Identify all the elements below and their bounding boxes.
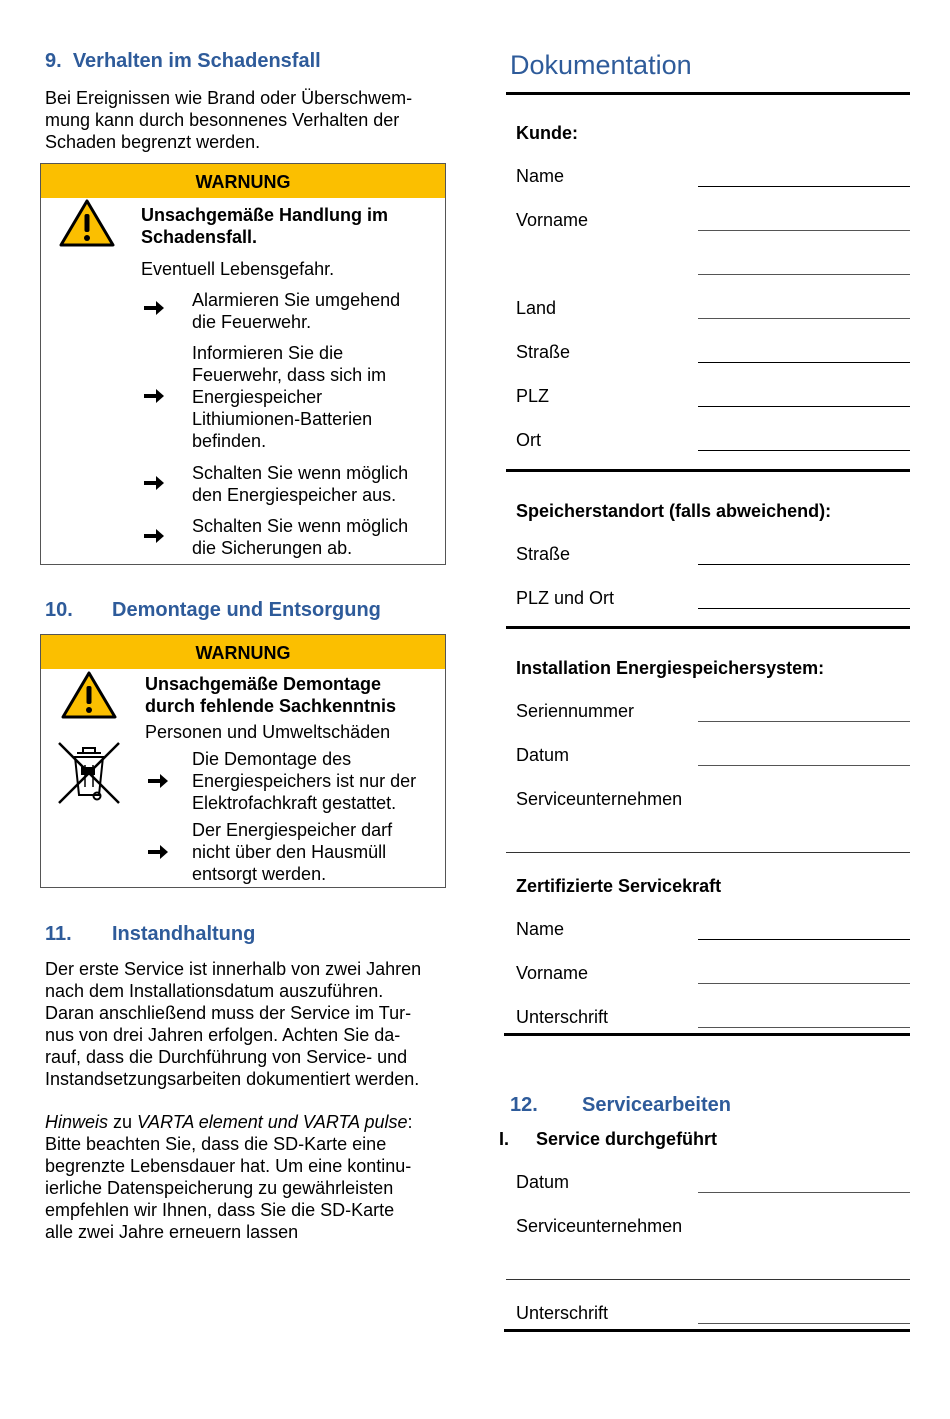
note-products: VARTA element und VARTA pulse: [137, 1112, 408, 1132]
arrow-right-icon: [146, 771, 170, 791]
body-line: Der erste Service ist innerhalb von zwei Jahren: [45, 959, 422, 979]
customer-name-label: Name: [516, 166, 565, 186]
instruction-line: Die Demontage des: [192, 749, 352, 769]
note-line: Bitte beachten Sie, dass die SD-Karte eine: [45, 1134, 387, 1154]
technician-name-field[interactable]: [698, 939, 910, 940]
intro-line: Bei Ereignissen wie Brand oder Überschwem-: [45, 88, 413, 108]
documentation-title: Dokumentation: [510, 50, 692, 80]
service-company-field[interactable]: [506, 1279, 910, 1280]
body-line: Daran anschließend muss der Service im Tur-: [45, 1003, 412, 1023]
warning-triangle-icon: [58, 198, 116, 248]
arrow-right-icon: [146, 842, 170, 862]
instruction-line: die Sicherungen ab.: [192, 538, 353, 558]
instruction-line: den Energiespeicher aus.: [192, 485, 397, 505]
customer-city-field[interactable]: [698, 450, 910, 451]
warning-triangle-icon: [60, 670, 118, 720]
section-9-number: 9.: [45, 50, 62, 72]
technician-signature-label: Unterschrift: [516, 1007, 609, 1027]
customer-name-field[interactable]: [698, 186, 910, 187]
section-11-heading: [45, 923, 256, 946]
instruction-item: [192, 748, 416, 814]
crossed-bin-icon: [55, 739, 123, 807]
section-11-body: [45, 958, 450, 1090]
technician-name-label: Name: [516, 919, 565, 939]
instruction-line: Der Energiespeicher darf: [192, 820, 393, 840]
instruction-line: Informieren Sie die: [192, 343, 344, 363]
instruction-line: nicht über den Hausmüll: [192, 842, 387, 862]
instruction-line: Schalten Sie wenn möglich: [192, 516, 409, 536]
intro-line: mung kann durch besonnenes Verhalten der: [45, 110, 400, 130]
note-line: alle zwei Jahre erneuern lassen: [45, 1222, 299, 1242]
service-signature-label: Unterschrift: [516, 1303, 609, 1323]
instruction-item: [192, 462, 408, 506]
customer-street-field[interactable]: [698, 362, 910, 363]
technician-heading: Zertifizierte Servicekraft: [516, 876, 722, 896]
storage-street-field[interactable]: [698, 564, 910, 565]
body-line: rauf, dass die Durchführung von Service- und: [45, 1047, 408, 1067]
instruction-line: Alarmieren Sie umgehend: [192, 290, 401, 310]
note-line: empfehlen wir Ihnen, dass Sie die SD-Karte: [45, 1200, 395, 1220]
note-line: ierliche Datenspeicherung zu gewährleisten: [45, 1178, 394, 1198]
arrow-right-icon: [142, 473, 166, 493]
customer-heading: Kunde:: [516, 123, 578, 143]
instruction-item: [192, 515, 408, 559]
instruction-line: Elektrofachkraft gestattet.: [192, 793, 397, 813]
technician-firstname-field[interactable]: [698, 983, 910, 984]
instruction-line: Feuerwehr, dass sich im: [192, 365, 387, 385]
divider: [506, 92, 910, 95]
warning-box-damage: [40, 163, 446, 565]
service-subsection-title: Service durchgeführt: [536, 1129, 718, 1149]
divider: [506, 469, 910, 472]
service-signature-field[interactable]: [698, 1323, 910, 1324]
section-11-title: Instandhaltung: [112, 923, 256, 945]
body-line: nus von drei Jahren erfolgen. Achten Sie da-: [45, 1025, 401, 1045]
note-intro: [45, 1111, 450, 1133]
warning-risk: Eventuell Lebensgefahr.: [141, 259, 335, 279]
note-zu: zu: [108, 1112, 138, 1132]
instruction-line: die Feuerwehr.: [192, 312, 312, 332]
installation-company-label: Serviceunternehmen: [516, 789, 683, 809]
service-company-label: Serviceunternehmen: [516, 1216, 683, 1236]
serial-number-field[interactable]: [698, 721, 910, 722]
body-line: Instandsetzungsarbeiten dokumentiert werden.: [45, 1069, 420, 1089]
heading-line: durch fehlende Sachkenntnis: [145, 696, 397, 716]
section-11-note: [45, 1111, 450, 1243]
instruction-line: entsorgt werden.: [192, 864, 327, 884]
section-12-title: Servicearbeiten: [582, 1094, 731, 1116]
arrow-right-icon: [142, 386, 166, 406]
instruction-item: [192, 289, 400, 333]
divider: [504, 1033, 910, 1036]
instruction-line: Energiespeicher: [192, 387, 323, 407]
section-9-title: Verhalten im Schadensfall: [72, 50, 321, 72]
storage-zip-city-label: PLZ und Ort: [516, 588, 615, 608]
instruction-line: befinden.: [192, 431, 267, 451]
section-9-heading: [45, 50, 321, 73]
customer-country-field[interactable]: [698, 318, 910, 319]
section-10-heading: [45, 599, 381, 622]
arrow-right-icon: [142, 298, 166, 318]
customer-zip-label: PLZ: [516, 386, 550, 406]
customer-street-label: Straße: [516, 342, 571, 362]
section-10-title: Demontage und Entsorgung: [112, 599, 381, 621]
storage-zip-city-field[interactable]: [698, 608, 910, 609]
instruction-item: [192, 342, 386, 452]
customer-zip-field[interactable]: [698, 406, 910, 407]
heading-line: Schadensfall.: [141, 227, 258, 247]
divider: [506, 626, 910, 629]
installation-date-label: Datum: [516, 745, 570, 765]
note-colon: :: [407, 1112, 413, 1132]
warning-heading: [145, 673, 396, 717]
storage-street-label: Straße: [516, 544, 571, 564]
customer-firstname-field[interactable]: [698, 230, 910, 231]
warning-label: WARNUNG: [41, 164, 445, 198]
customer-city-label: Ort: [516, 430, 541, 450]
warning-heading: [141, 204, 388, 248]
heading-line: Unsachgemäße Handlung im: [141, 205, 389, 225]
section-11-number: 11.: [45, 923, 72, 945]
instruction-item: [192, 819, 392, 885]
note-hint: Hinweis: [45, 1112, 109, 1132]
service-date-label: Datum: [516, 1172, 570, 1192]
intro-line: Schaden begrenzt werden.: [45, 132, 261, 152]
heading-line: Unsachgemäße Demontage: [145, 674, 382, 694]
customer-extra-field[interactable]: [698, 274, 910, 275]
instruction-line: Energiespeichers ist nur der: [192, 771, 417, 791]
installation-heading: Installation Energiespeichersystem:: [516, 658, 825, 678]
arrow-right-icon: [142, 526, 166, 546]
warning-label: WARNUNG: [41, 635, 445, 669]
installation-date-field[interactable]: [698, 765, 910, 766]
warning-box-disposal: [40, 634, 446, 888]
customer-firstname-label: Vorname: [516, 210, 589, 230]
section-9-intro: [45, 87, 445, 153]
warning-risk: Personen und Umweltschäden: [145, 722, 391, 742]
divider: [504, 1329, 910, 1332]
serial-number-label: Seriennummer: [516, 701, 635, 721]
technician-signature-field[interactable]: [698, 1027, 910, 1028]
section-10-number: 10.: [45, 599, 73, 621]
customer-country-label: Land: [516, 298, 557, 318]
installation-company-field[interactable]: [506, 852, 910, 853]
service-date-field[interactable]: [698, 1192, 910, 1193]
technician-firstname-label: Vorname: [516, 963, 589, 983]
section-12-number: 12.: [510, 1094, 538, 1116]
instruction-line: Lithiumionen-Batterien: [192, 409, 373, 429]
section-12-heading: [510, 1094, 731, 1117]
storage-location-heading: Speicherstandort (falls abweichend):: [516, 501, 832, 521]
body-line: nach dem Installationsdatum auszuführen.: [45, 981, 384, 1001]
service-subsection-number: I.: [499, 1129, 510, 1149]
note-line: begrenzte Lebensdauer hat. Um eine kontinu-: [45, 1156, 412, 1176]
instruction-line: Schalten Sie wenn möglich: [192, 463, 409, 483]
